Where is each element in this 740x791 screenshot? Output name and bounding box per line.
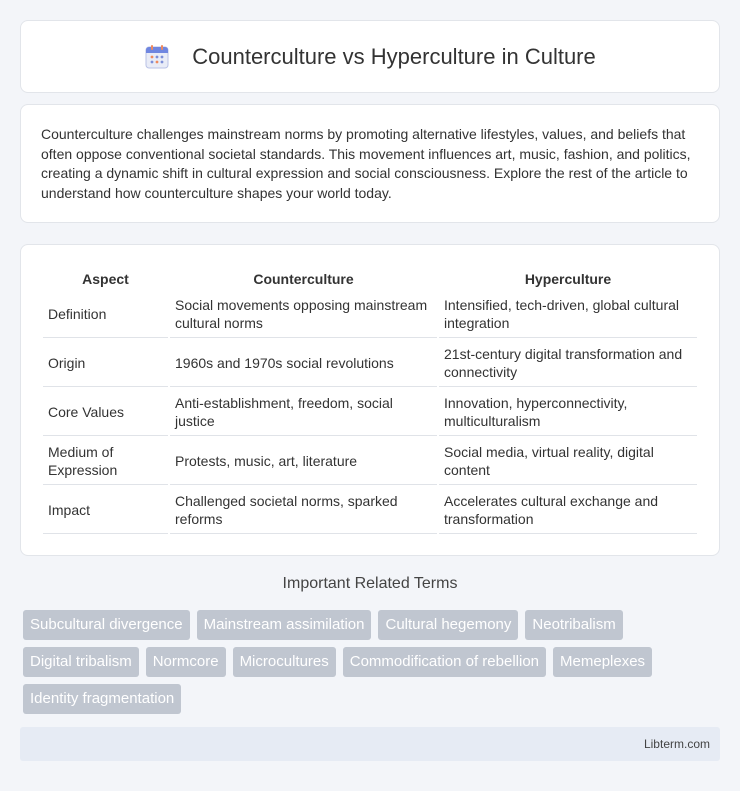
related-term-tag[interactable]: Identity fragmentation <box>23 684 181 714</box>
related-term-tag[interactable]: Mainstream assimilation <box>197 610 372 640</box>
related-term-tag[interactable]: Memeplexes <box>553 647 652 677</box>
page-title <box>144 44 596 70</box>
cell-aspect: Origin <box>43 340 168 387</box>
cell-hyperculture: Intensified, tech-driven, global cultural integration <box>439 291 697 338</box>
cell-counterculture: Protests, music, art, literature <box>170 438 437 485</box>
related-term-tag[interactable]: Digital tribalism <box>23 647 139 677</box>
page-title-text: Counterculture vs Hyperculture in Culture <box>192 43 596 69</box>
table-row <box>43 438 697 485</box>
related-term-tag[interactable]: Commodification of rebellion <box>343 647 546 677</box>
comparison-table-card <box>20 244 720 556</box>
comparison-table <box>41 265 699 536</box>
cell-hyperculture: Innovation, hyperconnectivity, multiculturalism <box>439 389 697 436</box>
cell-counterculture: Anti-establishment, freedom, social justice <box>170 389 437 436</box>
intro-card <box>20 104 720 223</box>
related-term-tag[interactable]: Microcultures <box>233 647 336 677</box>
cell-counterculture: 1960s and 1970s social revolutions <box>170 340 437 387</box>
cell-aspect: Core Values <box>43 389 168 436</box>
table-row <box>43 291 697 338</box>
header-hyperculture: Hyperculture <box>524 271 612 287</box>
related-terms-list <box>23 610 723 714</box>
intro-paragraph: Counterculture challenges mainstream norms by promoting alternative lifestyles, values, and beliefs that often oppose conventional societal standards. This movement influences art, music, fashion, and politics, creating a dynamic shift in cultural expression and social consciousness. Explore the rest of the article to understand how counterculture shapes your world today. <box>41 126 691 201</box>
related-term-tag[interactable]: Neotribalism <box>525 610 622 640</box>
table-row <box>43 487 697 534</box>
cell-hyperculture: Accelerates cultural exchange and transformation <box>439 487 697 534</box>
calendar-app-icon <box>144 44 170 70</box>
related-term-tag[interactable]: Subcultural divergence <box>23 610 190 640</box>
cell-counterculture: Social movements opposing mainstream cultural norms <box>170 291 437 338</box>
cell-hyperculture: 21st-century digital transformation and connectivity <box>439 340 697 387</box>
related-term-tag[interactable]: Cultural hegemony <box>378 610 518 640</box>
cell-aspect: Medium of Expression <box>43 438 168 485</box>
header-aspect: Aspect <box>82 271 129 287</box>
related-terms-heading: Important Related Terms <box>282 575 458 592</box>
table-header-row <box>43 267 697 289</box>
table-row <box>43 389 697 436</box>
cell-aspect: Definition <box>43 291 168 338</box>
footer <box>20 727 720 761</box>
cell-aspect: Impact <box>43 487 168 534</box>
header-counterculture: Counterculture <box>253 271 354 287</box>
title-card <box>20 20 720 93</box>
cell-hyperculture: Social media, virtual reality, digital content <box>439 438 697 485</box>
table-row <box>43 340 697 387</box>
footer-site-link[interactable]: Libterm.com <box>643 737 710 751</box>
cell-counterculture: Challenged societal norms, sparked reforms <box>170 487 437 534</box>
related-term-tag[interactable]: Normcore <box>146 647 226 677</box>
